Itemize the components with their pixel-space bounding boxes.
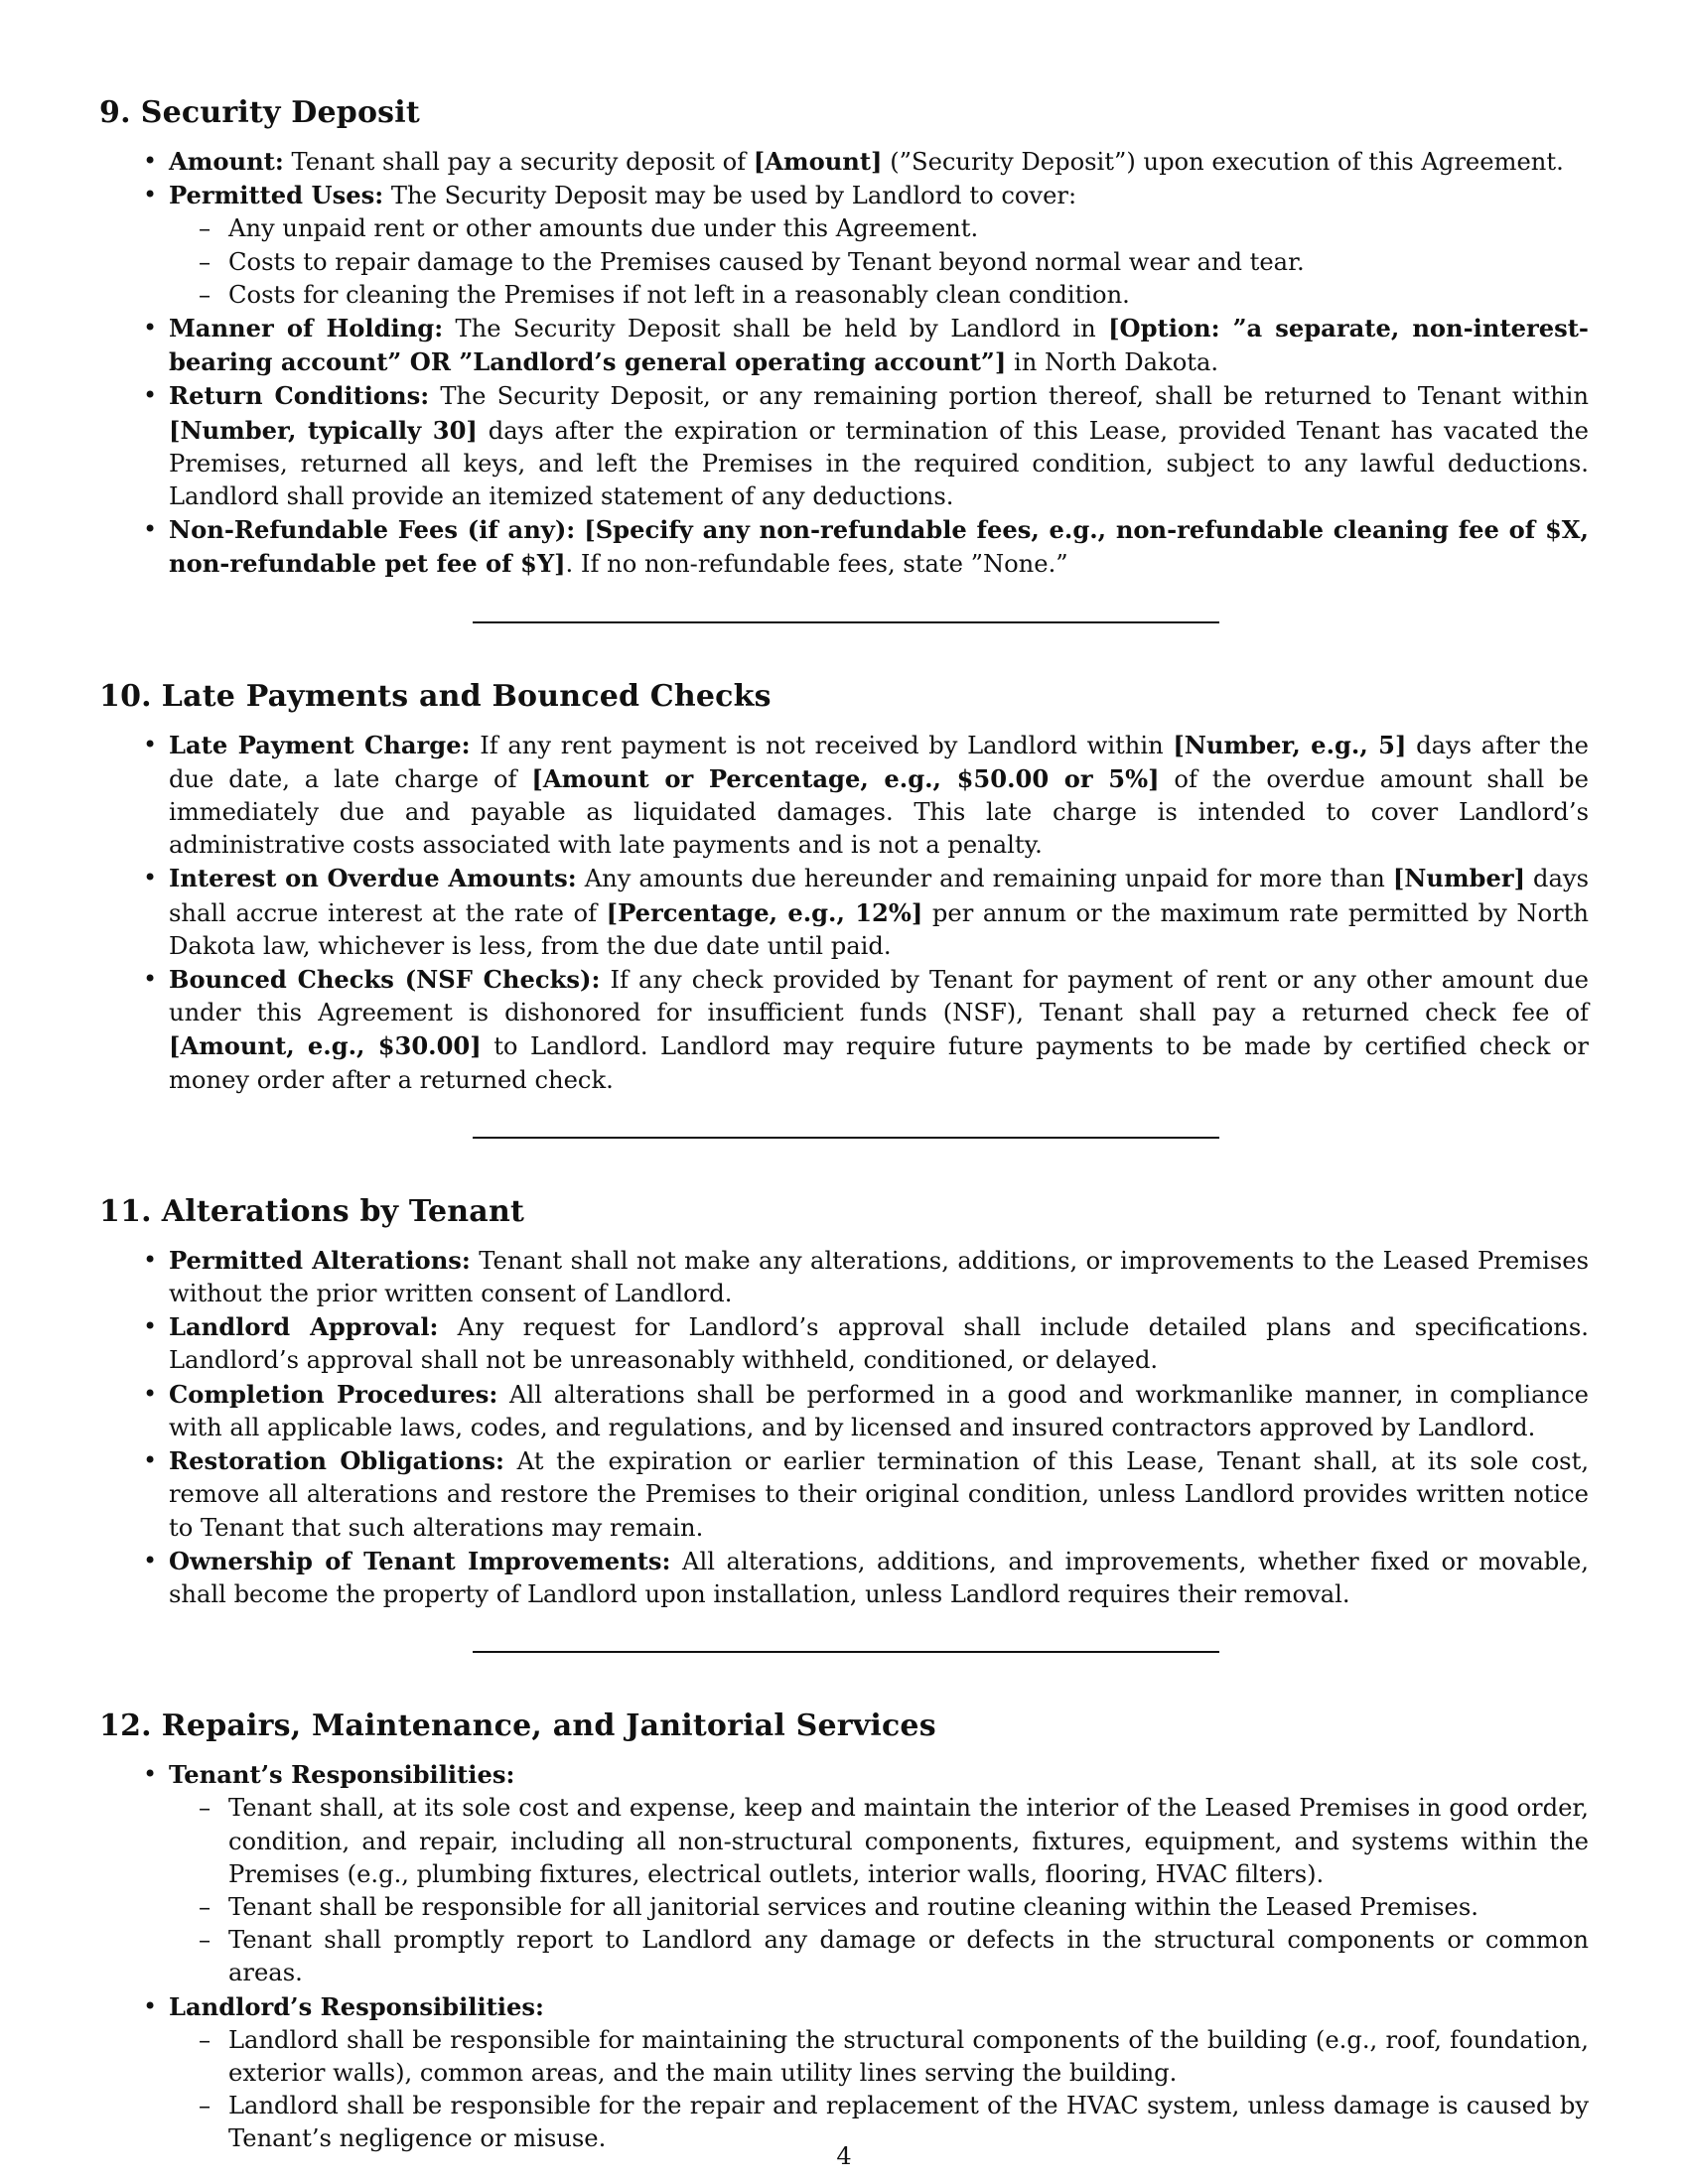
horizontal-rule (473, 1137, 1219, 1139)
list-item: • Bounced Checks (NSF Checks): If any check provided by Tenant for payment of rent or any other amount due under this Agreement is dishonored for insufficient funds (NSF), Tenant shall pay a returned check fee of [Amount, e.g., $30.00] to Landlord. Landlord may require future payments to be made by certified check or money order after a returned check. (169, 963, 1589, 1097)
list-item: • Non-Refundable Fees (if any): [Specify any non-refundable fees, e.g., non-refundable cleaning fee of $X, non-refundable pet fee of $Y]. If no non-refundable fees, state ”None.” (169, 513, 1589, 581)
list-item: • Restoration Obligations: At the expiration or earlier termination of this Lease, Tenant shall, at its sole cost, remove all alterations and restore the Premises to their original condition, unless Landlord provides written notice to Tenant that such alterations may remain. (169, 1444, 1589, 1545)
sub-list-item: – Tenant shall be responsible for all janitorial services and routine cleaning within the Leased Premises. (228, 1891, 1589, 1924)
horizontal-rule (473, 1651, 1219, 1653)
bullet-list (99, 1244, 1589, 1611)
sub-list-item: – Tenant shall promptly report to Landlord any damage or defects in the structural components or common areas. (228, 1924, 1589, 1989)
page-number: 4 (836, 2142, 852, 2170)
list-item: • Landlord Approval: Any request for Landlord’s approval shall include detailed plans and specifications. Landlord’s approval shall not be unreasonably withheld, conditioned, or delayed. (169, 1310, 1589, 1377)
section-heading: 9. Security Deposit (99, 95, 420, 130)
horizontal-rule (473, 621, 1219, 623)
sub-list-item: – Tenant shall, at its sole cost and expense, keep and maintain the interior of the Leased Premises in good order, condition, and repair, including all non-structural components, fixtures, equipment, and systems within the Premises (e.g., plumbing fixtures, electrical outlets, interior walls, flooring, HVAC filters). (228, 1792, 1589, 1891)
list-item: • Landlord’s Responsibilities: – Landlord shall be responsible for maintaining the structural components of the building (e.g., roof, foundation, exterior walls), common areas, and the main utility lines serving the building. – Landlord shall be responsible for the repair and replacement of the HVAC system, unless damage is caused by Tenant’s negligence or misuse. (169, 1990, 1589, 2156)
list-item: • Permitted Alterations: Tenant shall not make any alterations, additions, or improvements to the Leased Premises without the prior written consent of Landlord. (169, 1244, 1589, 1310)
section-repairs-maintenance (99, 1705, 1589, 2155)
sub-list (169, 2024, 1589, 2156)
list-item: • Late Payment Charge: If any rent payment is not received by Landlord within [Number, e.g., 5] days after the due date, a late charge of [Amount or Percentage, e.g., $50.00 or 5%] of the overdue amount shall be immediately due and payable as liquidated damages. This late charge is intended to cover Landlord’s administrative costs associated with late payments and is not a penalty. (169, 729, 1589, 863)
section-heading: 11. Alterations by Tenant (99, 1193, 525, 1229)
sub-list-item: – Landlord shall be responsible for maintaining the structural components of the building (e.g., roof, foundation, exterior walls), common areas, and the main utility lines serving the building. (228, 2024, 1589, 2090)
section-late-payments (99, 675, 1589, 1097)
list-item: • Tenant’s Responsibilities: – Tenant shall, at its sole cost and expense, keep and maintain the interior of the Leased Premises in good order, condition, and repair, including all non-structural components, fixtures, equipment, and systems within the Premises (e.g., plumbing fixtures, electrical outlets, interior walls, flooring, HVAC filters). – Tenant shall be responsible for all janitorial services and routine cleaning within the Leased Premises. – Tenant shall promptly report to Landlord any damage or defects in the structural components or common areas. (169, 1758, 1589, 1989)
sub-list-item: – Costs for cleaning the Premises if not left in a reasonably clean condition. (228, 279, 1589, 312)
bullet-list (99, 729, 1589, 1097)
section-heading: 12. Repairs, Maintenance, and Janitorial Services (99, 1708, 936, 1744)
list-item: • Interest on Overdue Amounts: Any amounts due hereunder and remaining unpaid for more than [Number] days shall accrue interest at the rate of [Percentage, e.g., 12%] per annum or the maximum rate permitted by North Dakota law, whichever is less, from the due date until paid. (169, 862, 1589, 963)
section-security-deposit (99, 91, 1589, 582)
sub-list-item: – Any unpaid rent or other amounts due under this Agreement. (228, 212, 1589, 245)
section-heading: 10. Late Payments and Bounced Checks (99, 678, 772, 714)
sub-list (169, 212, 1589, 312)
list-item: • Completion Procedures: All alterations shall be performed in a good and workmanlike manner, in compliance with all applicable laws, codes, and regulations, and by licensed and insured contractors approved by Landlord. (169, 1378, 1589, 1444)
section-alterations (99, 1190, 1589, 1611)
sub-list-item: – Costs to repair damage to the Premises caused by Tenant beyond normal wear and tear. (228, 246, 1589, 279)
document-body (99, 91, 1589, 2156)
list-item: • Manner of Holding: The Security Deposit shall be held by Landlord in [Option: ”a separate, non-interest-bearing account” OR ”Landlord’s general operating account”] in North Dakota. (169, 312, 1589, 379)
bullet-list (99, 1758, 1589, 2155)
bullet-list (99, 145, 1589, 582)
list-item: • Return Conditions: The Security Deposit, or any remaining portion thereof, shall be returned to Tenant within [Number, typically 30] days after the expiration or termination of this Lease, provided Tenant has vacated the Premises, returned all keys, and left the Premises in the required condition, subject to any lawful deductions. Landlord shall provide an itemized statement of any deductions. (169, 379, 1589, 513)
sub-list (169, 1792, 1589, 1989)
sub-list-item: – Landlord shall be responsible for the repair and replacement of the HVAC system, unless damage is caused by Tenant’s negligence or misuse. (228, 2090, 1589, 2155)
list-item: • Ownership of Tenant Improvements: All alterations, additions, and improvements, whether fixed or movable, shall become the property of Landlord upon installation, unless Landlord requires their removal. (169, 1545, 1589, 1611)
list-item: • Permitted Uses: The Security Deposit may be used by Landlord to cover: – Any unpaid rent or other amounts due under this Agreement. – Costs to repair damage to the Premises caused by Tenant beyond normal wear and tear. – Costs for cleaning the Premises if not left in a reasonably clean condition. (169, 179, 1589, 312)
list-item: • Amount: Tenant shall pay a security deposit of [Amount] (”Security Deposit”) upon execution of this Agreement. (169, 145, 1589, 179)
